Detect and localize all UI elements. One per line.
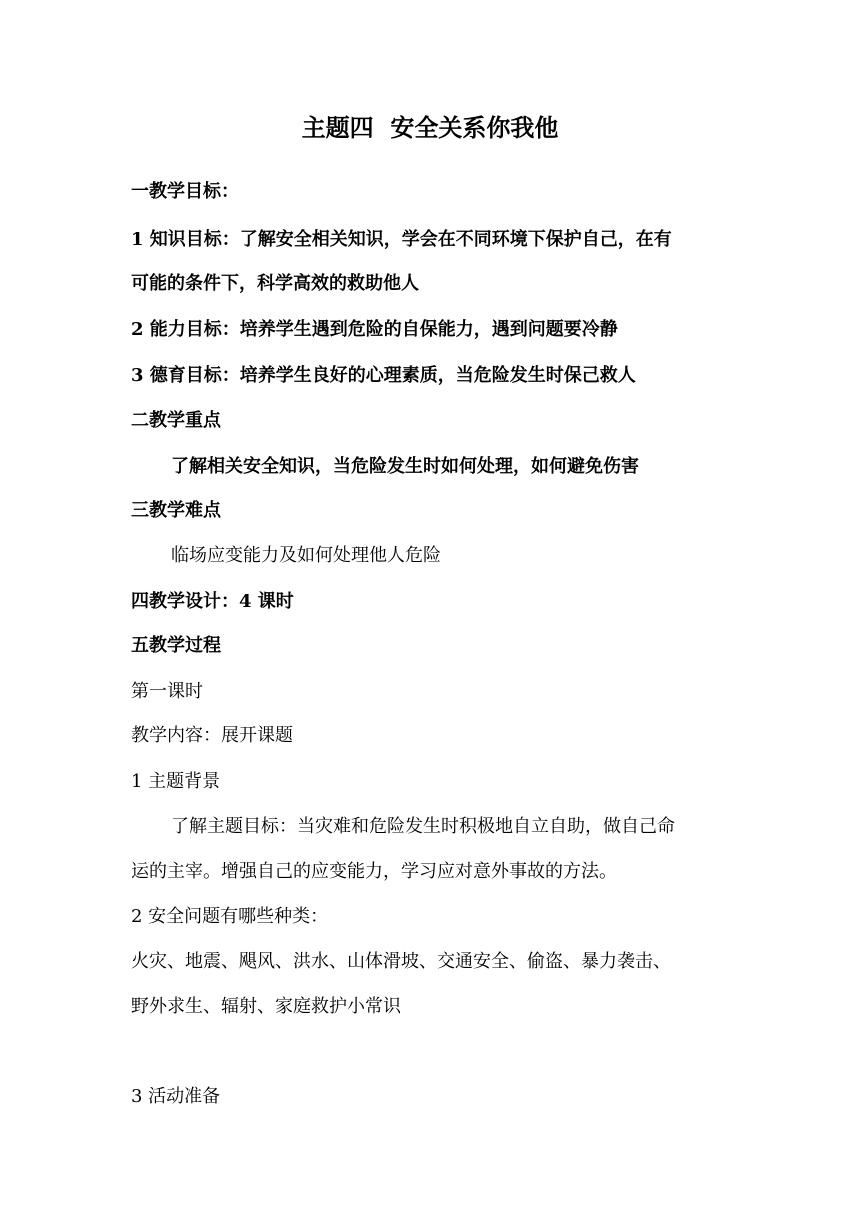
objective-knowledge: 1 知识目标：了解安全相关知识，学会在不同环境下保护自己，在有 xyxy=(131,229,672,250)
section-heading-objectives: 一教学目标： xyxy=(131,181,239,202)
topic-background-text-continued: 运的主宰。增强自己的应变能力，学习应对意外事故的方法。 xyxy=(131,861,617,882)
safety-types-list-continued: 野外求生、辐射、家庭救护小常识 xyxy=(131,996,401,1017)
lesson-one-label: 第一课时 xyxy=(131,681,203,702)
objective-ability: 2 能力目标：培养学生遇到危险的自保能力，遇到问题要冷静 xyxy=(131,319,618,340)
document-title: 主题四 安全关系你我他 xyxy=(301,113,559,142)
topic-background-text: 了解主题目标：当灾难和危险发生时积极地自立自助，做自己命 xyxy=(171,816,675,837)
objective-moral: 3 德育目标：培养学生良好的心理素质，当危险发生时保己救人 xyxy=(131,365,636,386)
difficulties-text: 临场应变能力及如何处理他人危险 xyxy=(171,545,441,566)
objective-knowledge-continued: 可能的条件下，科学高效的救助他人 xyxy=(131,273,419,294)
section-heading-design: 四教学设计：4 课时 xyxy=(131,591,294,612)
safety-types-heading: 2 安全问题有哪些种类： xyxy=(131,906,329,927)
topic-background-heading: 1 主题背景 xyxy=(131,771,221,792)
section-heading-difficulties: 三教学难点 xyxy=(131,500,221,521)
safety-types-list: 火灾、地震、飓风、洪水、山体滑坡、交通安全、偷盗、暴力袭击、 xyxy=(131,951,671,972)
section-heading-process: 五教学过程 xyxy=(131,635,221,656)
activity-preparation-heading: 3 活动准备 xyxy=(131,1086,221,1107)
key-points-text: 了解相关安全知识，当危险发生时如何处理，如何避免伤害 xyxy=(171,456,639,477)
section-heading-key-points: 二教学重点 xyxy=(131,410,221,431)
teaching-content: 教学内容：展开课题 xyxy=(131,725,293,746)
